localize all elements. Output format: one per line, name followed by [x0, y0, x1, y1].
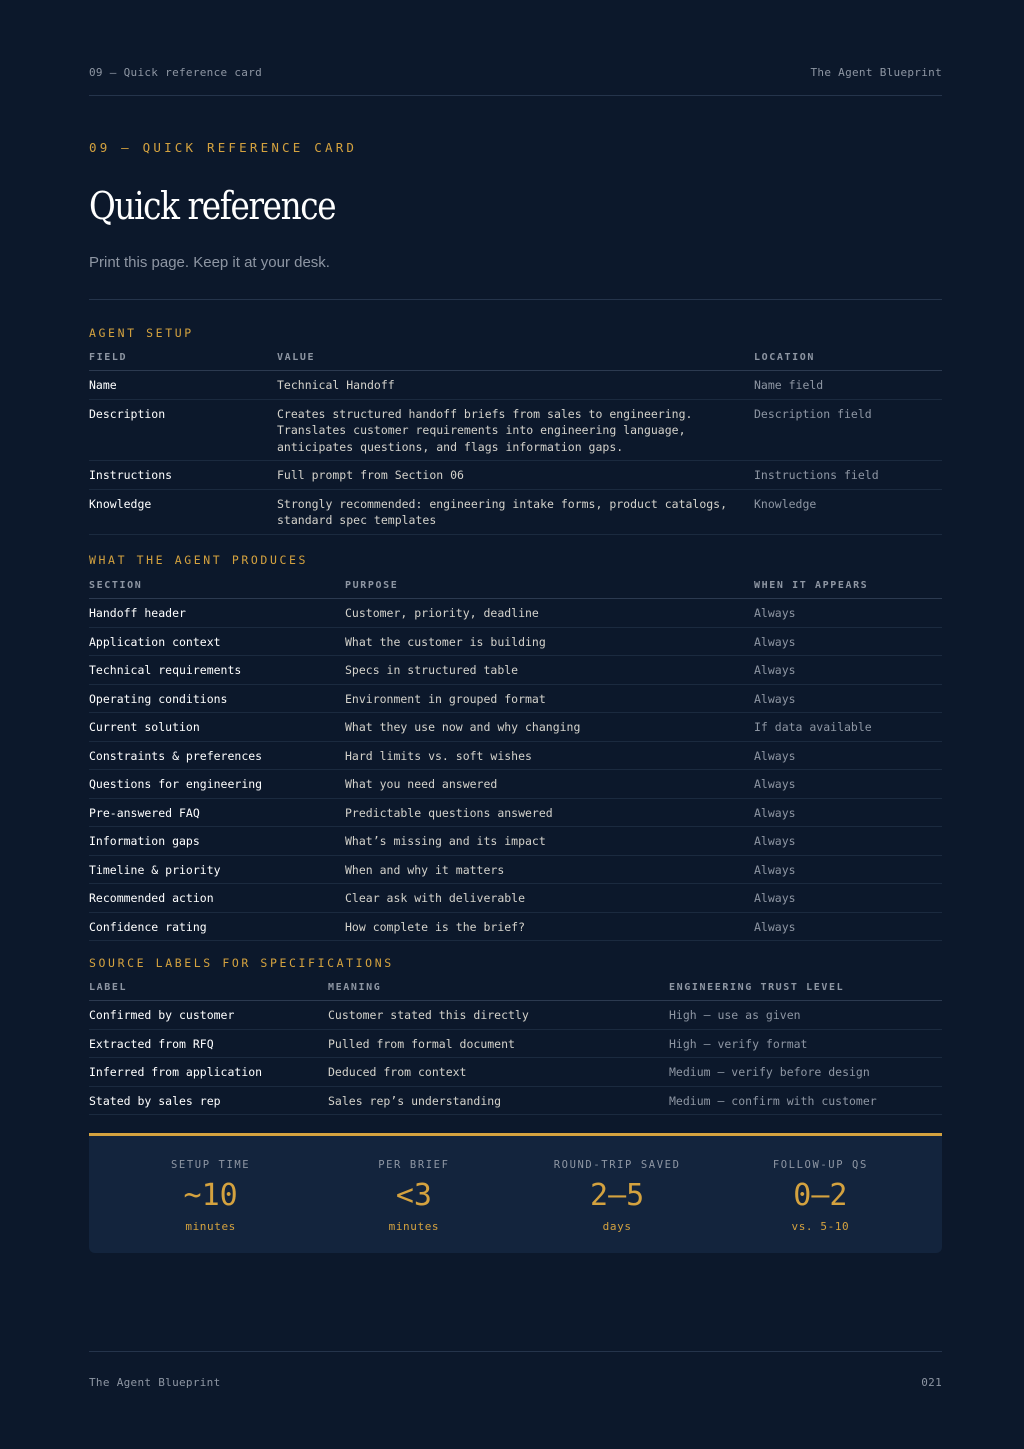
- value-cell: Technical Handoff: [277, 371, 754, 400]
- label-cell: Inferred from application: [89, 1058, 328, 1087]
- table-row: [89, 656, 942, 685]
- purpose-cell: What you need answered: [345, 770, 754, 799]
- section-cell: Operating conditions: [89, 684, 345, 713]
- header-publication-title: The Agent Blueprint: [810, 66, 942, 79]
- column-header: PURPOSE: [345, 580, 754, 599]
- table-header-row: [89, 352, 942, 371]
- purpose-cell: What the customer is building: [345, 627, 754, 656]
- table-row: [89, 827, 942, 856]
- field-cell: Description: [89, 399, 277, 461]
- column-header: LOCATION: [754, 352, 942, 371]
- section-cell: Application context: [89, 627, 345, 656]
- column-header: LABEL: [89, 982, 328, 1001]
- section-cell: Confidence rating: [89, 912, 345, 941]
- section-cell: Current solution: [89, 713, 345, 742]
- produces-table: [89, 580, 942, 941]
- page-title: Quick reference: [89, 184, 336, 228]
- stat-value: 0–2: [793, 1178, 848, 1213]
- produces-table-body: [89, 599, 942, 941]
- header-section-label: 09 — Quick reference card: [89, 66, 263, 79]
- section-cell: Questions for engineering: [89, 770, 345, 799]
- value-cell: Creates structured handoff briefs from sales to engineering. Translates customer requirements into engineering language, anticipates questions, and flags information gaps.: [277, 399, 754, 461]
- when-cell: Always: [754, 627, 942, 656]
- table-row: [89, 798, 942, 827]
- column-header: VALUE: [277, 352, 754, 371]
- location-cell: Description field: [754, 399, 942, 461]
- purpose-cell: Predictable questions answered: [345, 798, 754, 827]
- when-cell: Always: [754, 684, 942, 713]
- meaning-cell: Sales rep’s understanding: [328, 1086, 669, 1115]
- location-cell: Name field: [754, 371, 942, 400]
- when-cell: Always: [754, 599, 942, 628]
- running-header: [89, 66, 942, 79]
- column-header: SECTION: [89, 580, 345, 599]
- table-header-row: [89, 982, 942, 1001]
- purpose-cell: What’s missing and its impact: [345, 827, 754, 856]
- source-labels-heading: SOURCE LABELS FOR SPECIFICATIONS: [89, 956, 394, 970]
- field-cell: Name: [89, 371, 277, 400]
- stat-value: 2–5: [590, 1178, 645, 1213]
- section-cell: Recommended action: [89, 884, 345, 913]
- footer-divider: [89, 1351, 942, 1352]
- stat-follow-up-qs: [719, 1136, 922, 1253]
- when-cell: If data available: [754, 713, 942, 742]
- page-footer: [89, 1376, 942, 1389]
- trust-level-cell: Medium — verify before design: [669, 1058, 942, 1087]
- table-row: [89, 713, 942, 742]
- location-cell: Knowledge: [754, 489, 942, 534]
- meaning-cell: Deduced from context: [328, 1058, 669, 1087]
- stat-unit: vs. 5-10: [791, 1220, 850, 1233]
- trust-level-cell: High — use as given: [669, 1001, 942, 1030]
- label-cell: Confirmed by customer: [89, 1001, 328, 1030]
- section-cell: Timeline & priority: [89, 855, 345, 884]
- label-cell: Stated by sales rep: [89, 1086, 328, 1115]
- column-header: MEANING: [328, 982, 669, 1001]
- when-cell: Always: [754, 884, 942, 913]
- purpose-cell: Environment in grouped format: [345, 684, 754, 713]
- purpose-cell: How complete is the brief?: [345, 912, 754, 941]
- agent-setup-table: [89, 352, 942, 535]
- section-cell: Pre-answered FAQ: [89, 798, 345, 827]
- stat-per-brief: [312, 1136, 515, 1253]
- header-divider: [89, 95, 942, 96]
- stat-setup-time: [109, 1136, 312, 1253]
- table-row: [89, 371, 942, 400]
- column-header: FIELD: [89, 352, 277, 371]
- when-cell: Always: [754, 741, 942, 770]
- table-row: [89, 1001, 942, 1030]
- trust-level-cell: High — verify format: [669, 1029, 942, 1058]
- when-cell: Always: [754, 798, 942, 827]
- when-cell: Always: [754, 770, 942, 799]
- field-cell: Instructions: [89, 461, 277, 490]
- table-row: [89, 1058, 942, 1087]
- purpose-cell: Hard limits vs. soft wishes: [345, 741, 754, 770]
- table-row: [89, 1029, 942, 1058]
- meaning-cell: Customer stated this directly: [328, 1001, 669, 1030]
- source-labels-table: [89, 982, 942, 1115]
- column-header: ENGINEERING TRUST LEVEL: [669, 982, 942, 1001]
- stat-label: FOLLOW-UP QS: [772, 1159, 868, 1171]
- table-row: [89, 855, 942, 884]
- when-cell: Always: [754, 656, 942, 685]
- field-cell: Knowledge: [89, 489, 277, 534]
- stat-label: PER BRIEF: [378, 1159, 450, 1171]
- when-cell: Always: [754, 912, 942, 941]
- table-row: [89, 684, 942, 713]
- footer-publication-title: The Agent Blueprint: [89, 1376, 221, 1389]
- page-number: 021: [921, 1376, 942, 1389]
- table-row: [89, 399, 942, 461]
- purpose-cell: What they use now and why changing: [345, 713, 754, 742]
- when-cell: Always: [754, 855, 942, 884]
- table-row: [89, 1086, 942, 1115]
- stat-round-trip-saved: [516, 1136, 719, 1253]
- section-cell: Handoff header: [89, 599, 345, 628]
- purpose-cell: Clear ask with deliverable: [345, 884, 754, 913]
- section-eyebrow: 09 — QUICK REFERENCE CARD: [89, 140, 358, 155]
- stats-panel: [89, 1133, 942, 1253]
- produces-heading: WHAT THE AGENT PRODUCES: [89, 553, 309, 567]
- source-labels-table-body: [89, 1001, 942, 1115]
- table-row: [89, 741, 942, 770]
- stat-unit: minutes: [185, 1220, 236, 1233]
- meaning-cell: Pulled from formal document: [328, 1029, 669, 1058]
- section-cell: Information gaps: [89, 827, 345, 856]
- section-cell: Technical requirements: [89, 656, 345, 685]
- table-row: [89, 461, 942, 490]
- purpose-cell: Customer, priority, deadline: [345, 599, 754, 628]
- column-header: WHEN IT APPEARS: [754, 580, 942, 599]
- agent-setup-heading: AGENT SETUP: [89, 326, 194, 340]
- stat-label: SETUP TIME: [171, 1159, 251, 1171]
- stat-unit: days: [602, 1220, 632, 1233]
- title-divider: [89, 299, 942, 300]
- location-cell: Instructions field: [754, 461, 942, 490]
- page-subtitle: Print this page. Keep it at your desk.: [89, 254, 330, 271]
- table-row: [89, 627, 942, 656]
- table-row: [89, 599, 942, 628]
- label-cell: Extracted from RFQ: [89, 1029, 328, 1058]
- table-header-row: [89, 580, 942, 599]
- section-cell: Constraints & preferences: [89, 741, 345, 770]
- table-row: [89, 884, 942, 913]
- trust-level-cell: Medium — confirm with customer: [669, 1086, 942, 1115]
- table-row: [89, 770, 942, 799]
- table-row: [89, 489, 942, 534]
- when-cell: Always: [754, 827, 942, 856]
- stat-value: ~10: [183, 1178, 238, 1213]
- stat-unit: minutes: [388, 1220, 440, 1233]
- purpose-cell: Specs in structured table: [345, 656, 754, 685]
- stat-value: <3: [395, 1178, 432, 1213]
- stat-label: ROUND-TRIP SAVED: [553, 1159, 681, 1171]
- value-cell: Full prompt from Section 06: [277, 461, 754, 490]
- value-cell: Strongly recommended: engineering intake forms, product catalogs, standard spec templates: [277, 489, 754, 534]
- table-row: [89, 912, 942, 941]
- purpose-cell: When and why it matters: [345, 855, 754, 884]
